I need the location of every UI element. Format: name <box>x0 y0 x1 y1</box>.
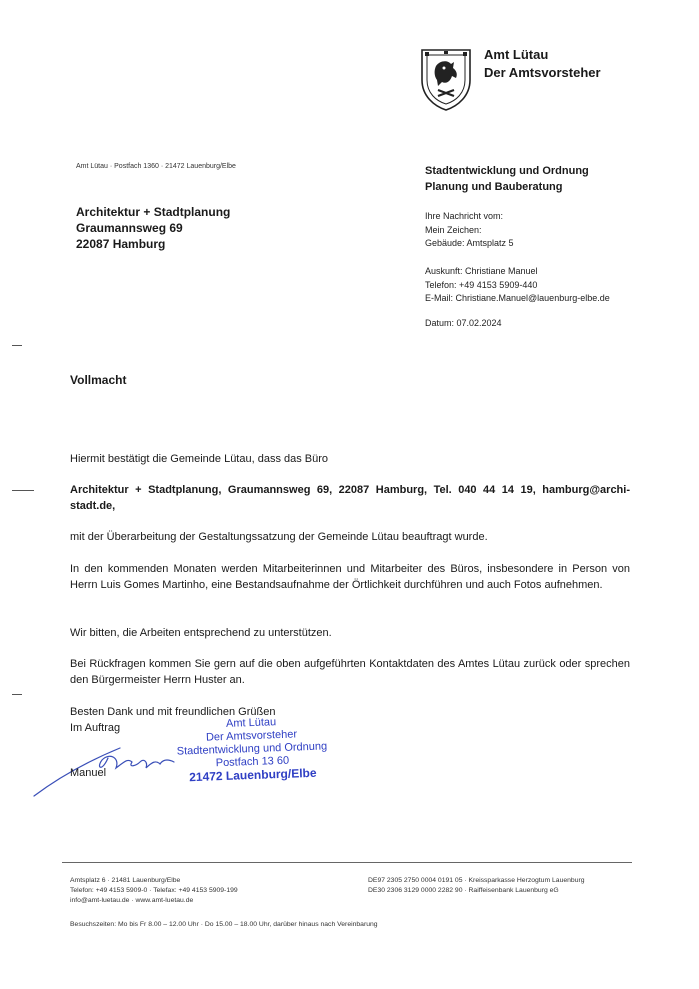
contact-email: E-Mail: Christiane.Manuel@lauenburg-elbe.de <box>425 293 610 304</box>
footer-hours: Besuchszeiten: Mo bis Fr 8.00 – 12.00 Uhr · Do 15.00 – 18.00 Uhr, darüber hinaus nach Vereinbarung <box>70 921 378 928</box>
punch-mark <box>12 490 34 491</box>
recipient-street: Graumannsweg 69 <box>76 221 183 235</box>
my-sign-label: Mein Zeichen: <box>425 224 482 235</box>
coat-of-arms-icon <box>418 46 474 112</box>
contact-person: Auskunft: Christiane Manuel <box>425 266 538 276</box>
letter-date: Datum: 07.02.2024 <box>425 318 502 328</box>
body-firm: Architektur + Stadtplanung, Graumannsweg 69, 22087 Hamburg, Tel. 040 44 14 19, hamburg@archi-stadt.de, <box>70 484 630 512</box>
body-paragraph-2: In den kommenden Monaten werden Mitarbeiterinnen und Mitarbeiter des Büros, insbesondere in Person von Herrn Luis Gomes Martinho, eine Bestandsaufnahme der Örtlichkeit durchführen und auch Fotos aufnehmen. <box>70 563 630 591</box>
reference-block <box>425 210 514 251</box>
stamp-line-3: Stadtentwicklung und Ordnung <box>176 740 328 758</box>
body-paragraph-3: Wir bitten, die Arbeiten entsprechend zu unterstützen. <box>70 627 332 639</box>
footer-bank-2: DE30 2306 3129 0000 2282 90 · Raiffeisenbank Lauenburg eG <box>368 887 559 894</box>
footer-web: info@amt-luetau.de · www.amt-luetau.de <box>70 897 194 904</box>
letter-subject: Vollmacht <box>70 373 127 387</box>
closing-on-behalf: Im Auftrag <box>70 722 121 734</box>
office-name: Amt Lütau <box>484 47 549 62</box>
recipient-address <box>76 204 230 252</box>
body-paragraph-4: Bei Rückfragen kommen Sie gern auf die oben aufgeführten Kontaktdaten des Amtes Lütau zurück oder sprechen den Bürgermeister Herrn Huster an. <box>70 658 630 686</box>
office-header <box>484 46 601 82</box>
body-commission: mit der Überarbeitung der Gestaltungssatzung der Gemeinde Lütau beauftragt wurde. <box>70 531 488 543</box>
footer-contact <box>70 876 238 906</box>
body-intro: Hiermit bestätigt die Gemeinde Lütau, dass das Büro <box>70 453 329 465</box>
recipient-name: Architektur + Stadtplanung <box>76 205 231 219</box>
footer-bank-1: DE97 2305 2750 0004 0191 05 · Kreissparkasse Herzogtum Lauenburg <box>368 877 585 884</box>
signer-name: Manuel <box>70 767 107 779</box>
footer-phone-fax: Telefon: +49 4153 5909-0 · Telefax: +49 4153 5909-199 <box>70 887 238 894</box>
official-stamp <box>151 714 353 786</box>
closing-greeting: Besten Dank und mit freundlichen Grüßen <box>70 706 276 718</box>
recipient-city: 22087 Hamburg <box>76 237 166 251</box>
fold-mark-top <box>12 345 22 346</box>
footer-divider <box>62 862 632 863</box>
your-message-label: Ihre Nachricht vom: <box>425 211 504 221</box>
office-title: Der Amtsvorsteher <box>484 65 601 80</box>
stamp-line-5: 21472 Lauenburg/Elbe <box>188 765 317 785</box>
stamp-line-1: Amt Lütau <box>225 716 277 730</box>
contact-phone: Telefon: +49 4153 5909-440 <box>425 279 538 290</box>
building-label: Gebäude: Amtsplatz 5 <box>425 238 514 249</box>
footer-address: Amtsplatz 6 · 21481 Lauenburg/Elbe <box>70 877 181 884</box>
department-block <box>425 164 589 195</box>
stamp-line-4: Postfach 13 60 <box>215 754 290 770</box>
department-line-1: Stadtentwicklung und Ordnung <box>425 165 589 177</box>
footer-bank <box>368 876 585 896</box>
fold-mark-bottom <box>12 694 22 695</box>
sender-line: Amt Lütau · Postfach 1360 · 21472 Lauenburg/Elbe <box>76 163 236 170</box>
stamp-line-2: Der Amtsvorsteher <box>205 728 298 744</box>
department-line-2: Planung und Bauberatung <box>425 180 563 193</box>
contact-block <box>425 265 610 306</box>
